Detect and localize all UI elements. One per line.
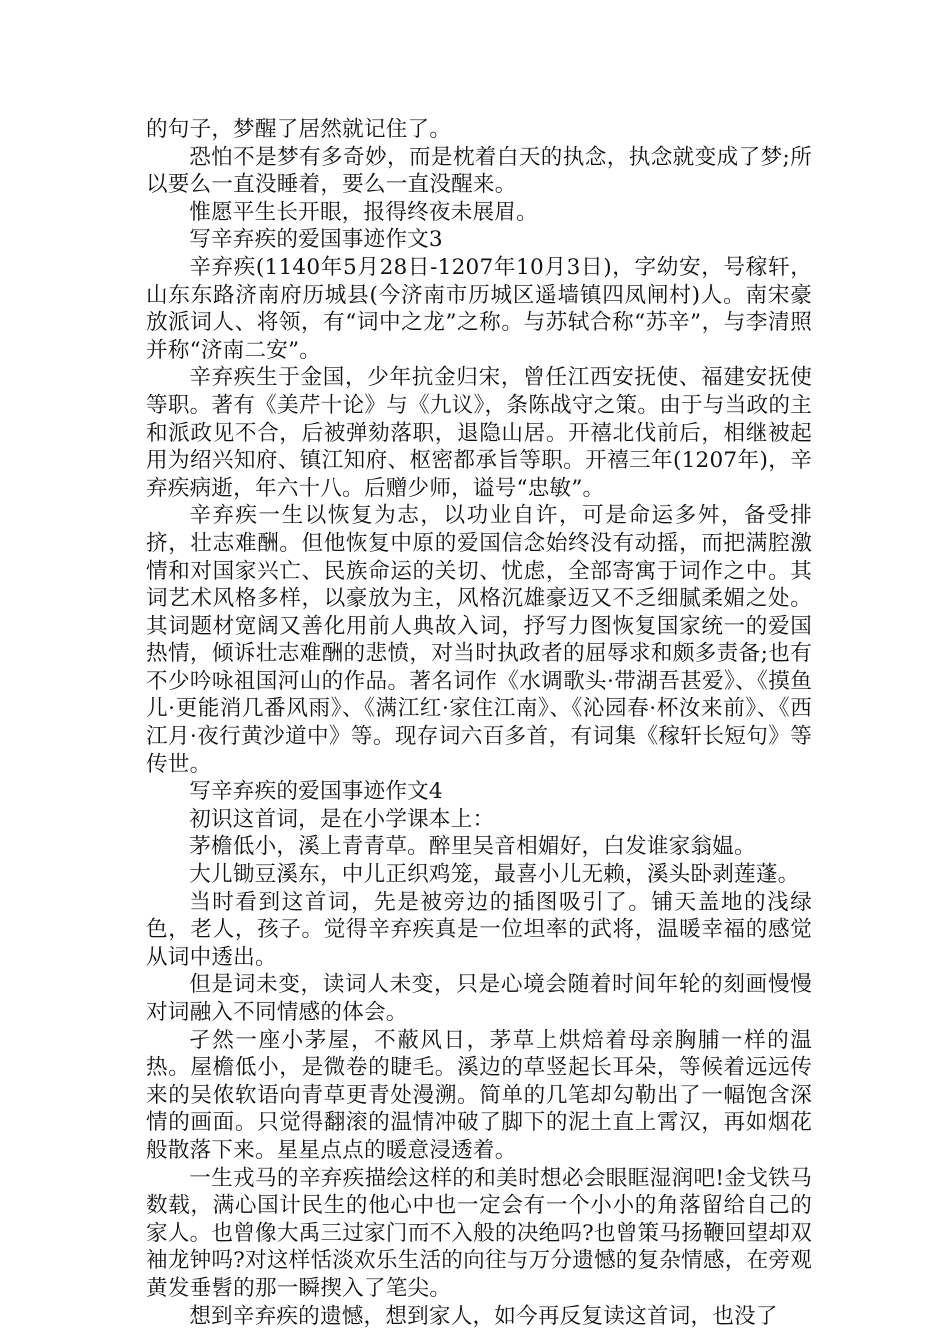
paragraph-bio: 辛弃疾(1140年5月28日-1207年10月3日)，字幼安，号稼轩，山东东路济南府历城县(今济南市历城区遥墙镇四凤闸村)人。南宋豪放派词人、将领，有“词中之龙”之称。与苏轼合称“苏辛”，与李清照并称“济南二安”。: [146, 254, 812, 363]
paragraph-works: 辛弃疾一生以恢复为志，以功业自许，可是命运多舛，备受排挤，壮志难酬。但他恢复中原的爱国信念始终没有动摇，而把满腔激情和对国家兴亡、民族命运的关切、忧虑，全部寄寓于词作之中。其词艺术风格多样，以豪放为主，风格沉雄豪迈又不乏细腻柔媚之处。其词题材宽阔又善化用前人典故入词，抒写力图恢复国家统一的爱国热情，倾诉壮志难酬的悲愤，对当时执政者的屈辱求和颇多责备;也有不少吟咏祖国河山的作品。著名词作《水调歌头·带湖吾甚爱》、《摸鱼儿·更能消几番风雨》、《满江红·家住江南》、《沁园春·杯汝来前》、《西江月·夜行黄沙道中》等。现存词六百多首，有词集《稼轩长短句》等传世。: [146, 503, 812, 777]
paragraph-final: 想到辛弃疾的遗憾，想到家人，如今再反复读这首词，也没了: [189, 1303, 778, 1329]
paragraph-1: 的句子，梦醒了居然就记住了。: [146, 117, 452, 142]
section-heading-3: 写辛弃疾的爱国事迹作文3: [189, 227, 443, 253]
paragraph-3: 惟愿平生长开眼，报得终夜未展眉。: [189, 199, 538, 225]
paragraph-imagery: 孑然一座小茅屋，不蔽风日，茅草上烘焙着母亲胸脯一样的温热。屋檐低小，是微卷的睫毛。溪边的草竖起长耳朵，等候着远远传来的吴侬软语向青草更青处漫溯。简单的几笔却勾勒出了一幅饱含深情的画面。只觉得翻滚的温情冲破了脚下的泥土直上霄汉，再如烟花般散落下来。星星点点的暖意浸透着。: [146, 1027, 812, 1163]
paragraph-intro: 初识这首词，是在小学课本上：: [189, 806, 495, 832]
paragraph-change: 但是词未变，读词人未变，只是心境会随着时间年轮的刻画慢慢对词融入不同情感的体会。: [146, 972, 812, 1025]
document-body: [146, 116, 812, 1330]
paragraph-2: 恐怕不是梦有多奇妙，而是枕着白天的执念，执念就变成了梦;所以要么一直没睡着，要么一直没醒来。: [146, 144, 812, 198]
poem-line-2: 大儿锄豆溪东，中儿正织鸡笼，最喜小儿无赖，溪头卧剥莲蓬。: [189, 862, 800, 888]
paragraph-impression: 当时看到这首词，先是被旁边的插图吸引了。铺天盖地的浅绿色，老人，孩子。觉得辛弃疾真是一位坦率的武将，温暖幸福的感觉从词中透出。: [146, 889, 812, 970]
section-heading-4: 写辛弃疾的爱国事迹作文4: [189, 779, 443, 805]
poem-line-1: 茅檐低小，溪上青青草。醉里吴音相媚好，白发谁家翁媪。: [189, 834, 756, 860]
paragraph-career: 辛弃疾生于金国，少年抗金归宋，曾任江西安抚使、福建安抚使等职。著有《美芹十论》与《九议》，条陈战守之策。由于与当政的主和派政见不合，后被弹劾落职，退隐山居。开禧北伐前后，相继被起用为绍兴知府、镇江知府、枢密都承旨等职。开禧三年(1207年)，辛弃疾病逝，年六十八。后赠少师，谥号“忠敏”。: [146, 365, 812, 501]
paragraph-reflection: 一生戎马的辛弃疾描绘这样的和美时想必会眼眶湿润吧!金戈铁马数载，满心国计民生的他心中也一定会有一个小小的角落留给自己的家人。也曾像大禹三过家门而不入般的决绝吗?也曾策马扬鞭回望却双袖龙钟吗?对这样恬淡欢乐生活的向往与万分遗憾的复杂情感，在旁观黄发垂髫的那一瞬揳入了笔尖。: [146, 1165, 812, 1301]
